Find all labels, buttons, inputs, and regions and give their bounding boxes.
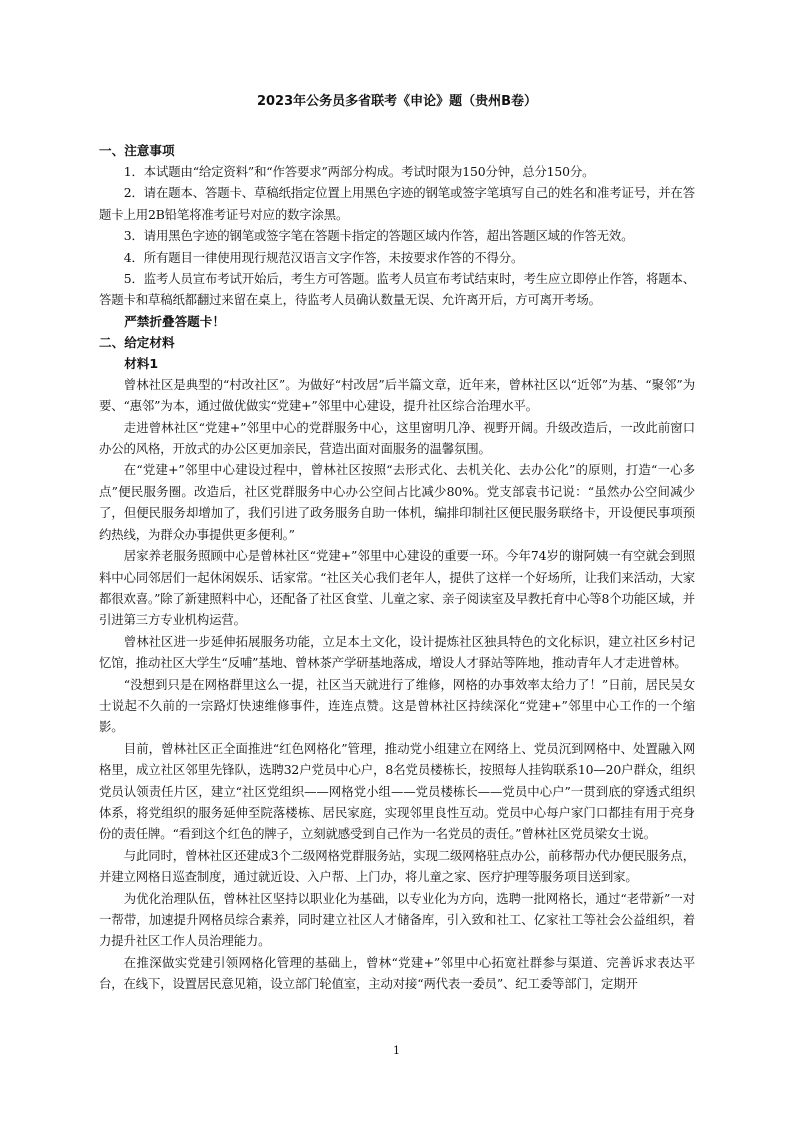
material-paragraph: 目前，曾林社区正全面推进“红色网格化”管理，推动党小组建立在网络上、党员沉到网格中、处置融入网格里，成立社区邻里先锋队，选聘32户党员中心户，8名党员楼栋长，按照每人挂钩联系10—20户群众，组织党员认领责任片区，建立“社区党组织——网格党小组——党员楼栋长——党员中心户”一贯到底的穿透式组织体系，将党组织的服务延伸至院落楼栋、居民家庭，实现邻里良性互动。党员中心每户家门口都挂有用于亮身份的责任牌。“看到这个红色的牌子，立刻就感受到自己作为一名党员的责任。”曾林社区党员梁女士说。: [99, 740, 695, 842]
material-paragraph: 与此同时，曾林社区还建成3个二级网格党群服务站，实现二级网格驻点办公，前移帮办代办便民服务点，并建立网格日巡查制度，通过就近设、入户帮、上门办，将儿童之家、医疗护理等服务项目送到家。: [99, 847, 695, 885]
section-heading-notes: 一、注意事项: [99, 143, 175, 158]
warning-text: 严禁折叠答题卡！: [124, 313, 225, 329]
page-number: 1: [393, 1044, 400, 1057]
material-paragraph: “没想到只是在网格群里这么一提，社区当天就进行了维修，网格的办事效率太给力了！”日前，居民吴女士说起不久前的一宗路灯快速维修事件，连连点赞。这是曾林社区持续深化“党建+”邻里中心工作的一个缩影。: [99, 676, 695, 735]
notes-item: 2．请在题本、答题卡、草稿纸指定位置上用黑色字迹的钢笔或签字笔填写自己的姓名和准考证号，并在答题卡上用2B铅笔将准考证号对应的数字涂黑。: [99, 185, 695, 222]
material-paragraph: 走进曾林社区“党建+”邻里中心的党群服务中心，这里窗明几净、视野开阔。升级改造后，一改此前窗口办公的风格，开放式的办公区更加亲民，营造出面对面服务的温馨氛围。: [99, 419, 695, 457]
notes-item: 4．所有题目一律使用现行规范汉语言文字作答，未按要求作答的不得分。: [123, 249, 524, 265]
notes-item: 3．请用黑色字迹的钢笔或签字笔在答题卡指定的答题区域内作答，超出答题区域的作答无效。: [123, 228, 634, 244]
material-paragraph: 曾林社区进一步延伸拓展服务功能，立足本土文化，设计提炼社区独具特色的文化标识，建立社区乡村记忆馆，推动社区大学生“反哺”基地、曾林茶产学研基地落成，增设人才驿站等阵地，推动青年人才走进曾林。: [99, 633, 695, 671]
section-heading-materials: 二、给定材料: [99, 334, 175, 350]
document-page: [99, 94, 695, 995]
material-paragraph: 曾林社区是典型的“村改社区”。为做好“村改居”后半篇文章，近年来，曾林社区以“近邻”为基、“聚邻”为要、“惠邻”为本，通过做优做实“党建+”邻里中心建设，提升社区综合治理水平。: [99, 376, 695, 414]
notes-item: 1．本试题由“给定资料”和“作答要求”两部分构成。考试时限为150分钟，总分150分。: [123, 164, 595, 179]
material-title: 材料1: [124, 355, 159, 371]
material-paragraph: 居家养老服务照顾中心是曾林社区“党建+”邻里中心建设的重要一环。今年74岁的谢阿姨一有空就会到照料中心同邻居们一起休闲娱乐、话家常。“社区关心我们老年人，提供了这样一个好场所，让我们来活动，大家都很欢喜。”除了新建照料中心，还配备了社区食堂、儿童之家、亲子阅读室及早教托育中心等8个功能区域，并引进第三方专业机构运营。: [99, 548, 695, 628]
material-paragraph: 在推深做实党建引领网格化管理的基础上，曾林“党建+”邻里中心拓宽社群参与渠道、完善诉求表达平台，在线下，设置居民意见箱，设立部门轮值室，主动对接“两代表一委员”、纪工委等部门，定期开: [99, 954, 695, 992]
notes-item: 5．监考人员宣布考试开始后，考生方可答题。监考人员宣布考试结束时，考生应立即停止作答，将题本、答题卡和草稿纸都翻过来留在桌上，待监考人员确认数量无误、允许离开后，方可离开考场。: [99, 271, 695, 308]
material-paragraph: 为优化治理队伍，曾林社区坚持以职业化为基础，以专业化为方向，选聘一批网格长，通过“老带新”一对一帮带，加速提升网格员综合素养，同时建立社区人才储备库，引入致和社工、亿家社工等社会公益组织，着力提升社区工作人员治理能力。: [99, 890, 695, 949]
material-paragraph: 在“党建+”邻里中心建设过程中，曾林社区按照“去形式化、去机关化、去办公化”的原则，打造“一心多点”便民服务圈。改造后，社区党群服务中心办公空间占比减少80%。党支部袁书记说：“虽然办公空间减少了，但便民服务却增加了，我们引进了政务服务自助一体机，编排印制社区便民服务联络卡，开设便民事项预约热线，为群众办事提供更多便利。”: [99, 462, 695, 542]
document-title: 2023年公务员多省联考《申论》题（贵州B卷）: [256, 94, 538, 109]
